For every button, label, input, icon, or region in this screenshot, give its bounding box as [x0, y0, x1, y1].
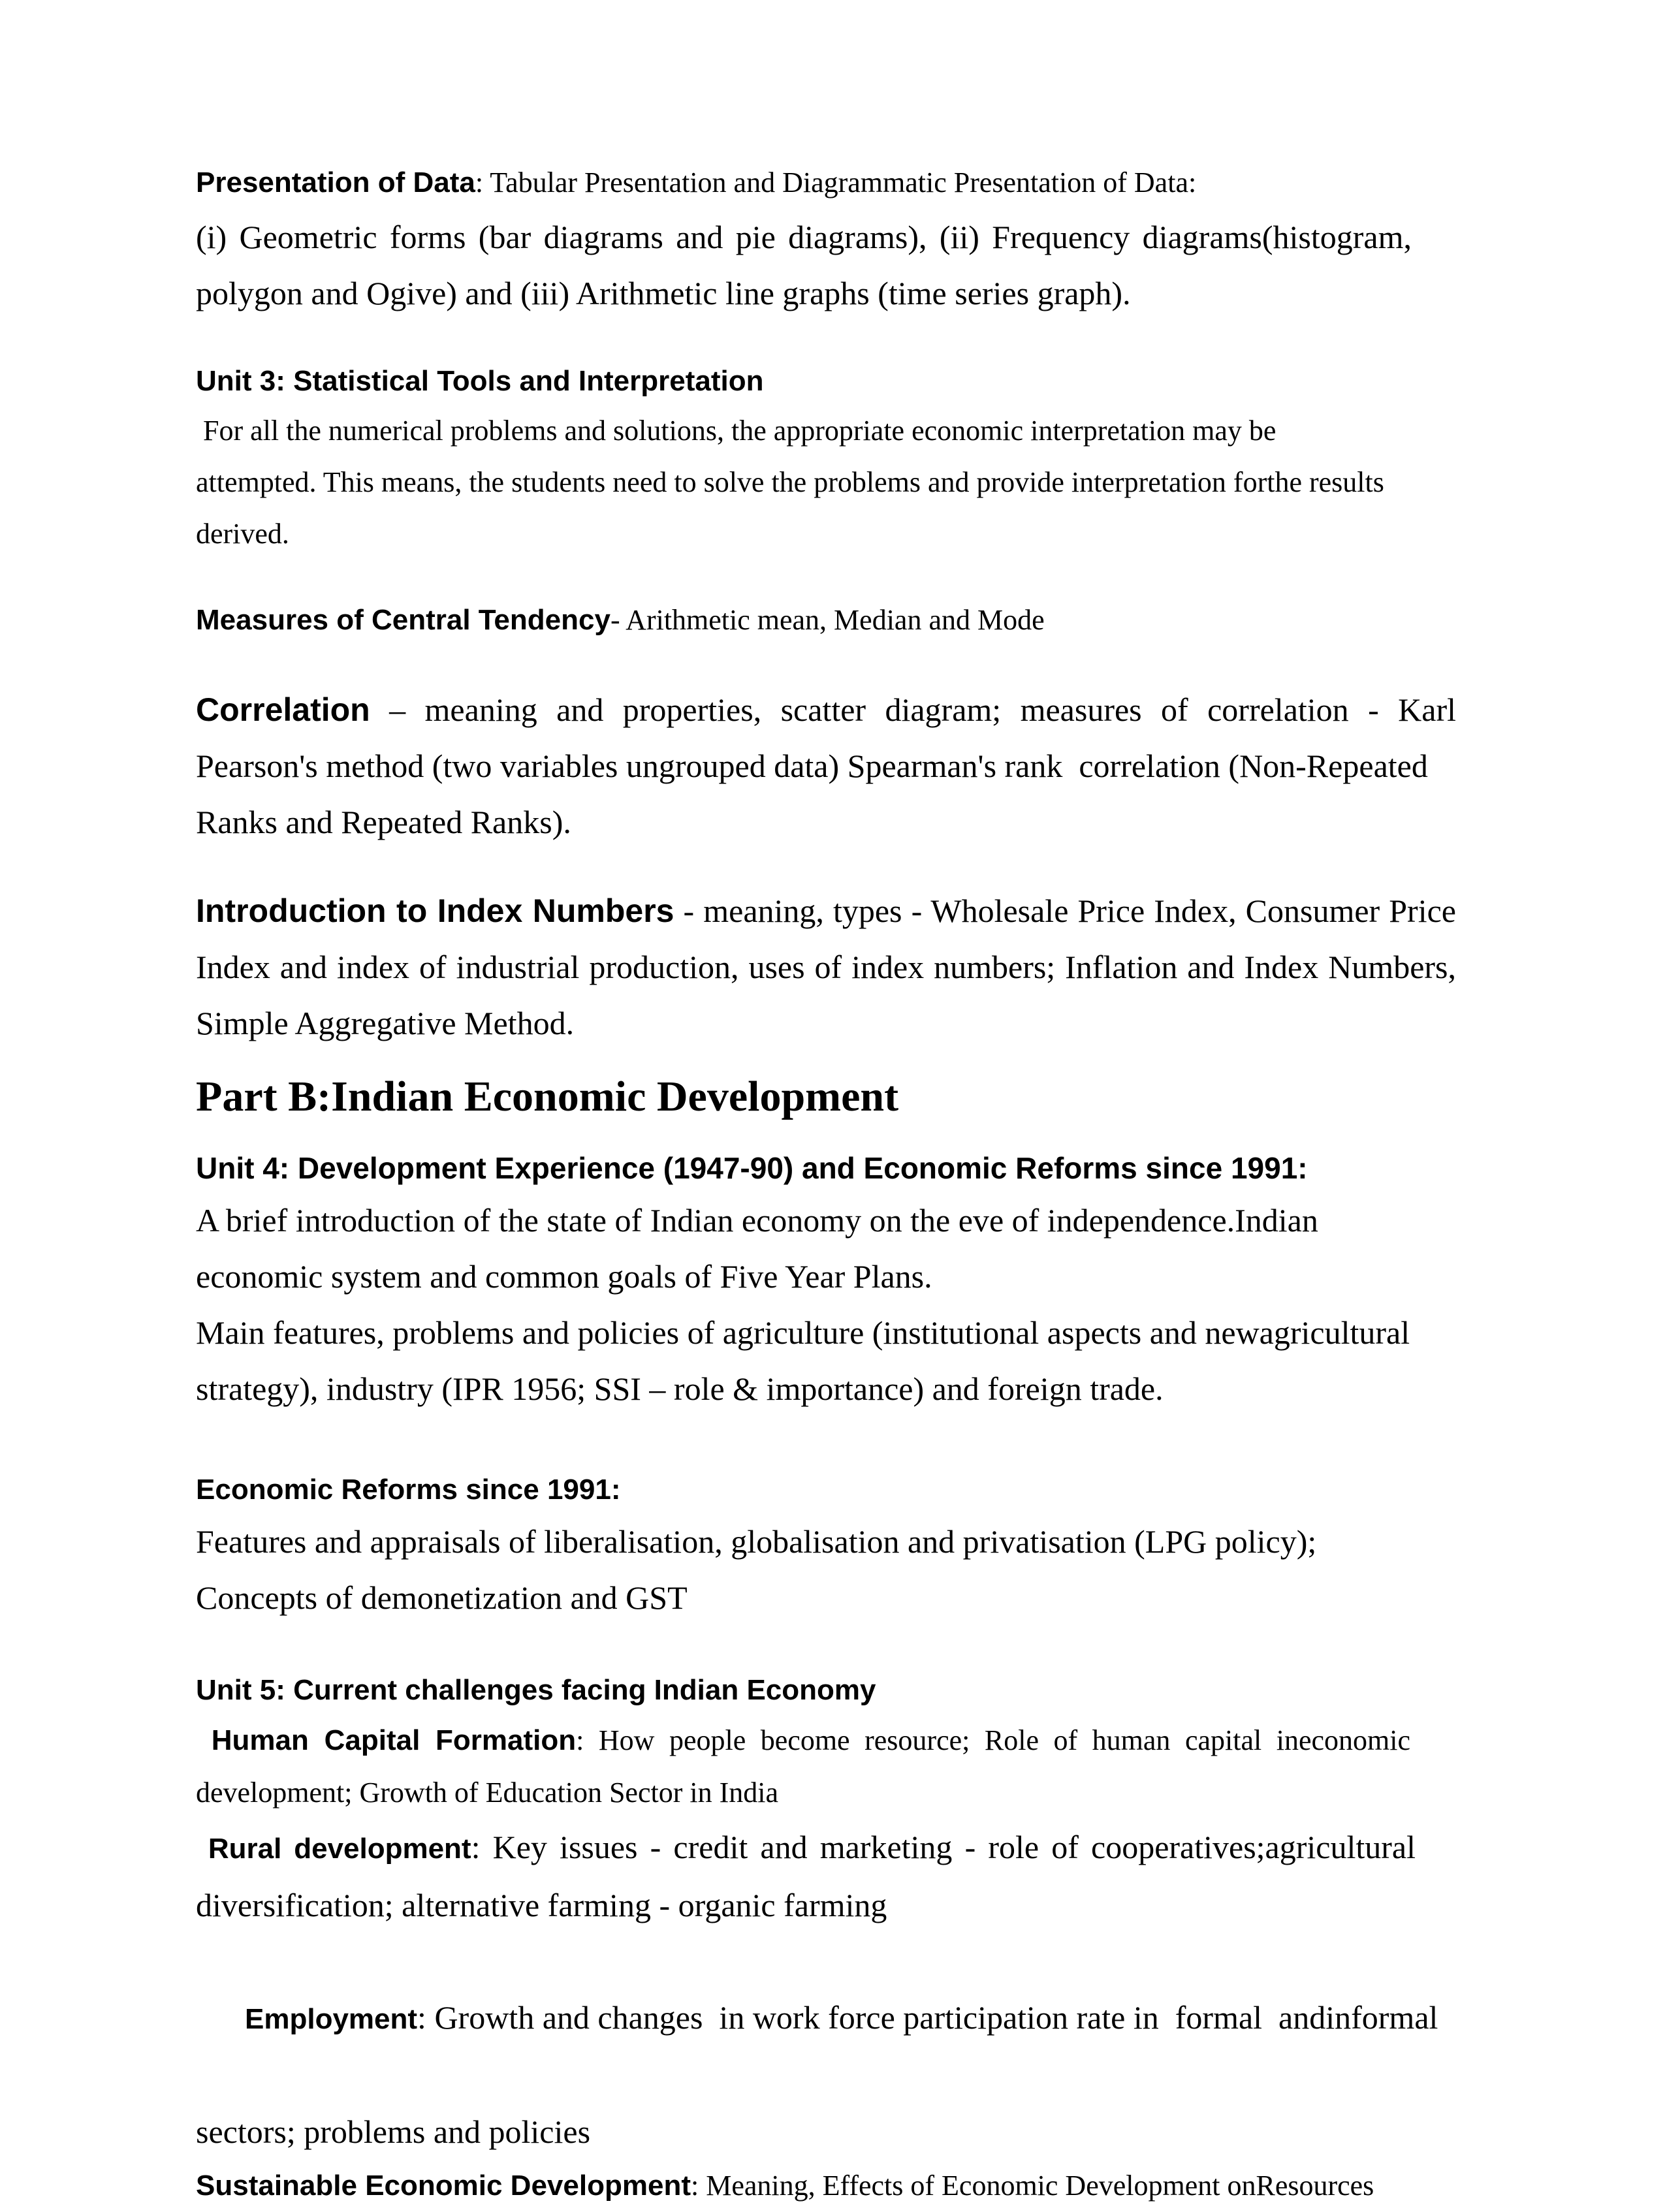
index-numbers-section: [196, 883, 1456, 1051]
unit5-section: [196, 1666, 1456, 2212]
presentation-section: [196, 157, 1436, 321]
index-numbers-line-1: - meaning, types - Wholesale Price Index, Consumer Price: [674, 893, 1456, 929]
sed-heading: Sustainable Economic Development: [196, 2170, 691, 2202]
index-numbers-heading: Introduction to Index Numbers: [196, 893, 674, 929]
index-numbers-line-3: Simple Aggregative Method.: [196, 1005, 575, 1041]
employment-line-2: sectors; problems and policies: [196, 2113, 591, 2150]
hcf-line-2: development; Growth of Education Sector in India: [196, 1777, 778, 1809]
unit3-line-2: attempted. This means, the students need to solve the problems and provide interpretation forthe results: [196, 466, 1384, 498]
unit3-section: [196, 358, 1456, 560]
employment-heading: Employment: [245, 2003, 418, 2035]
unit4-heading: Unit 4: Development Experience (1947-90) and Economic Reforms since 1991:: [196, 1151, 1308, 1185]
employment-line-1: : Growth and changes in work force participation rate in formal andinformal: [417, 1999, 1438, 2036]
hcf-line-1: : How people become resource; Role of human capital ineconomic: [576, 1724, 1410, 1756]
central-tendency-section: [196, 595, 1456, 645]
unit3-heading: Unit 3: Statistical Tools and Interpretation: [196, 365, 764, 397]
presentation-line-1: (i) Geometric forms (bar diagrams and pie diagrams), (ii) Frequency diagrams(histogram,: [196, 219, 1412, 255]
reforms-heading: Economic Reforms since 1991:: [196, 1474, 621, 1506]
correlation-section: [196, 682, 1456, 850]
unit3-line-1: For all the numerical problems and solutions, the appropriate economic interpretation may be: [196, 415, 1276, 447]
correlation-line-1: – meaning and properties, scatter diagram; measures of correlation - Karl: [370, 691, 1456, 728]
hcf-heading: Human Capital Formation: [196, 1724, 577, 1756]
unit4-line-2: economic system and common goals of Five Year Plans.: [196, 1258, 932, 1295]
reforms-line-2: Concepts of demonetization and GST: [196, 1579, 688, 1616]
rural-line-2: diversification; alternative farming - organic farming: [196, 1887, 887, 1923]
unit3-line-3: derived.: [196, 518, 289, 550]
central-tendency-heading: Measures of Central Tendency: [196, 604, 610, 636]
correlation-line-3: Ranks and Repeated Ranks).: [196, 804, 571, 840]
unit4-line-3: Main features, problems and policies of agriculture (institutional aspects and newagricultural: [196, 1314, 1410, 1351]
presentation-heading: Presentation of Data: [196, 166, 475, 198]
unit4-line-4: strategy), industry (IPR 1956; SSI – role & importance) and foreign trade.: [196, 1370, 1164, 1407]
reforms-line-1: Features and appraisals of liberalisation, globalisation and privatisation (LPG policy);: [196, 1523, 1317, 1560]
part-b-title: Part B:Indian Economic Development: [196, 1073, 899, 1120]
central-tendency-text: - Arithmetic mean, Median and Mode: [610, 604, 1045, 636]
reforms-section: [196, 1466, 1456, 1626]
part-b-section: [196, 1071, 1456, 1123]
unit4-section: [196, 1144, 1456, 1417]
unit5-heading: Unit 5: Current challenges facing Indian Economy: [196, 1674, 876, 1706]
correlation-heading: Correlation: [196, 691, 370, 728]
index-numbers-line-2: Index and index of industrial production, uses of index numbers; Inflation and Index Numbers,: [196, 949, 1456, 985]
presentation-line-2: polygon and Ogive) and (iii) Arithmetic line graphs (time series graph).: [196, 275, 1131, 311]
sed-line-1: : Meaning, Effects of Economic Development onResources: [690, 2170, 1374, 2202]
rural-heading: Rural development: [196, 1833, 471, 1865]
rural-line-1: : Key issues - credit and marketing - role of cooperatives;agricultural: [471, 1829, 1416, 1865]
presentation-intro: : Tabular Presentation and Diagrammatic Presentation of Data:: [475, 166, 1197, 198]
correlation-line-2: Pearson's method (two variables ungrouped data) Spearman's rank correlation (Non-Repeated: [196, 748, 1428, 784]
unit4-line-1: A brief introduction of the state of Indian economy on the eve of independence.Indian: [196, 1202, 1318, 1239]
